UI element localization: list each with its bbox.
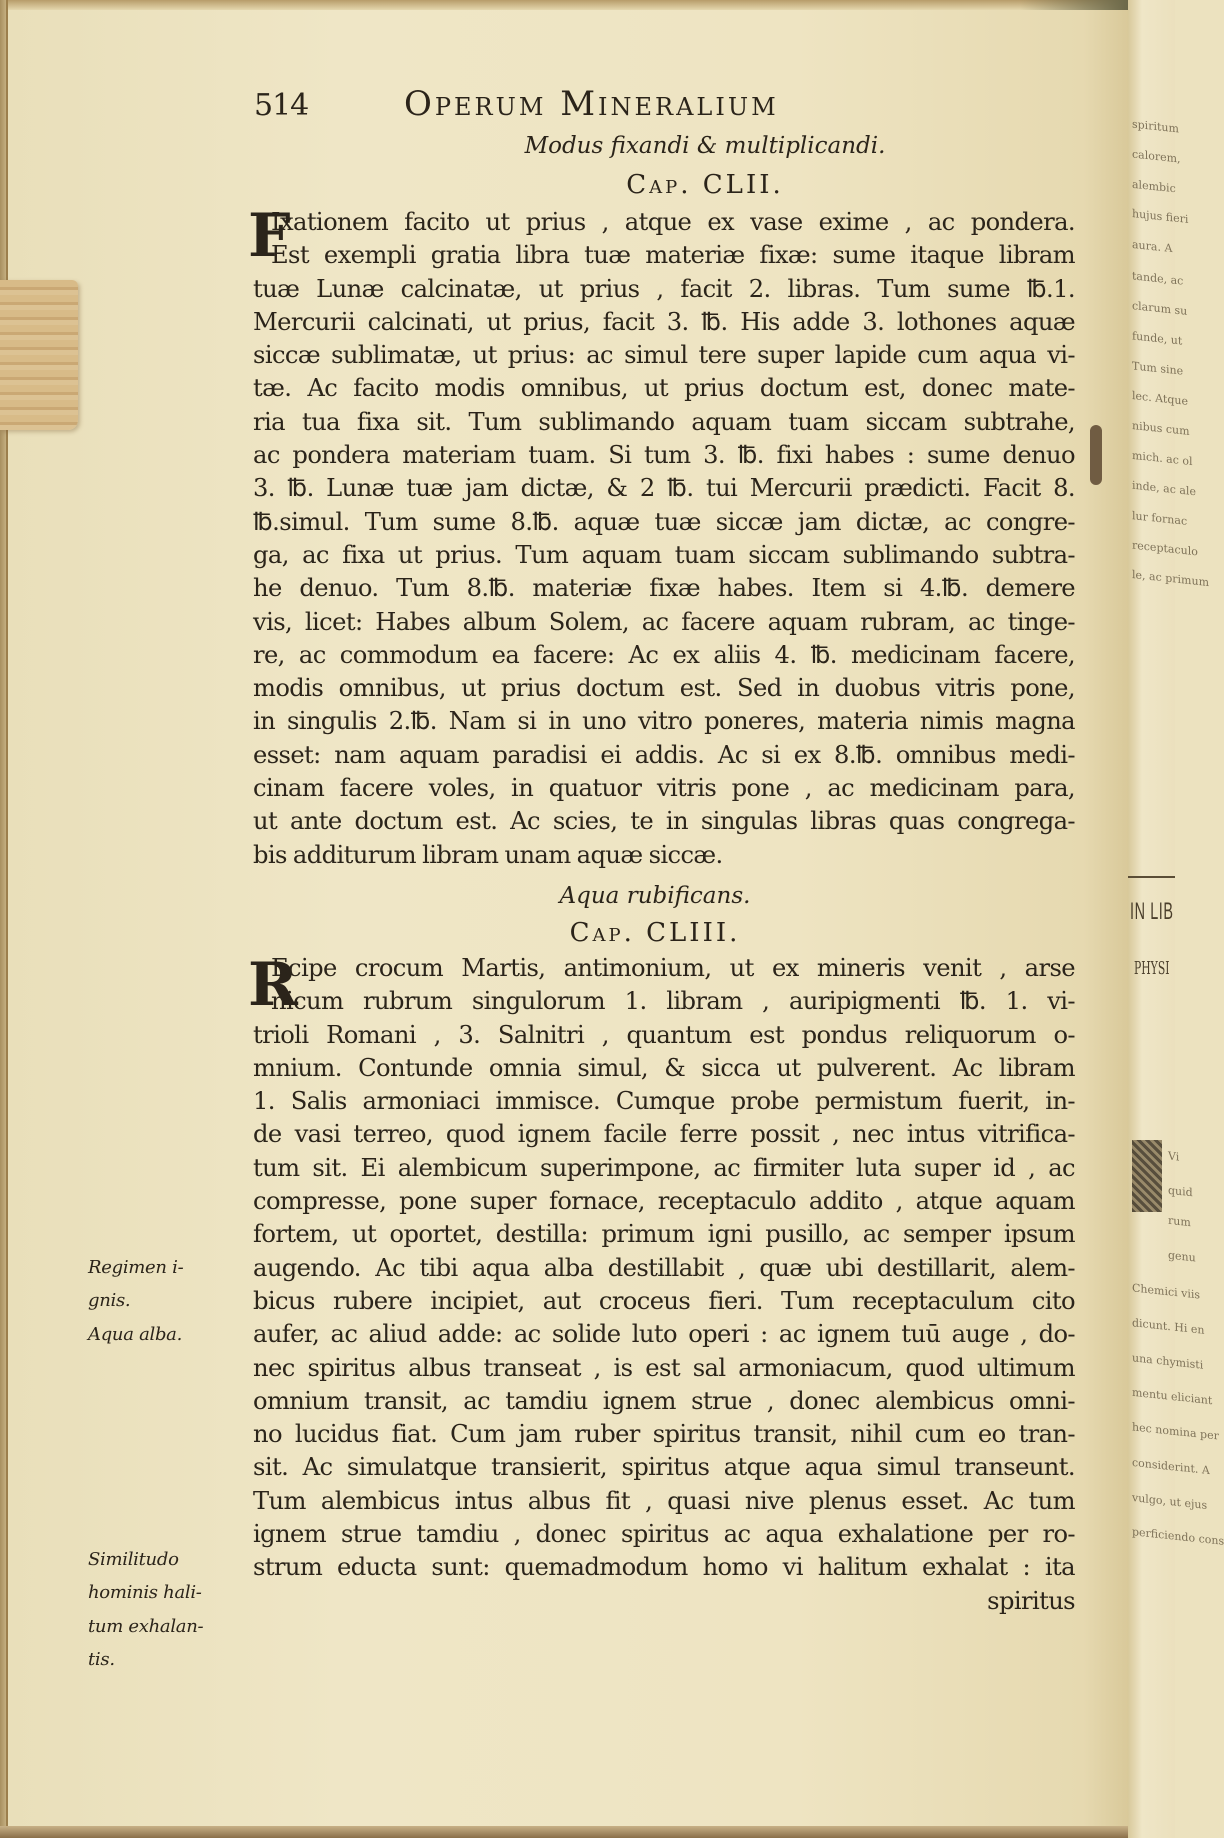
facing-page-text-fragment: rum xyxy=(1168,1213,1191,1230)
page-bottom-edge xyxy=(0,1826,1175,1838)
text-line: vis, licet: Habes album Solem, ac facere aquam rubram, ac tinge- xyxy=(253,607,1075,636)
text-line: modis omnibus, ut prius doctum est. Sed in duobus vitris pone, xyxy=(253,674,1075,703)
chapter-body xyxy=(253,952,1075,1618)
facing-page-text-fragment: Tum sine xyxy=(1132,359,1184,378)
text-line: de vasi terreo, quod ignem facile ferre possit , nec intus vitrifica- xyxy=(253,1120,1075,1149)
facing-page-text-fragment: nibus cum xyxy=(1132,418,1190,439)
text-line: Ixationem facito ut prius , atque ex vase exime , ac pondera. xyxy=(271,208,1075,236)
text-line: Tum alembicus intus albus fit , quasi nive plenus esset. Ac tum xyxy=(253,1486,1075,1515)
running-head xyxy=(254,78,1054,128)
facing-page-text-fragment: considerint. A xyxy=(1132,1455,1210,1478)
margin-note xyxy=(88,1251,238,1351)
facing-page-text-fragment: lec. Atque xyxy=(1132,389,1188,408)
text-line: bicus rubere incipiet, aut croceus fieri. Tum receptaculum cito xyxy=(253,1286,1075,1315)
facing-page-text-fragment: dicunt. Hi en xyxy=(1132,1316,1205,1337)
catchword: spiritus xyxy=(987,1586,1075,1615)
facing-page-text-fragment: genu xyxy=(1168,1248,1196,1265)
facing-page-text-fragment: mich. ac ol xyxy=(1132,448,1193,469)
margin-note-line: Regimen i- xyxy=(88,1257,184,1278)
margin-note-line: gnis. xyxy=(88,1290,131,1312)
page-number: 514 xyxy=(254,88,309,123)
margin-note xyxy=(88,1543,238,1676)
text-line: ℔.simul. Tum sume 8.℔. aquæ tuæ siccæ jam dictæ, ac congre- xyxy=(253,507,1075,536)
margin-note-line: Aqua alba. xyxy=(88,1323,183,1345)
paper-tab-slip xyxy=(0,280,78,430)
text-line: tum sit. Ei alembicum superimpone, ac firmiter luta super id , ac xyxy=(253,1153,1075,1182)
text-line: Ecipe crocum Martis, antimonium, ut ex mineris venit , arse xyxy=(271,954,1075,982)
facing-page-text-fragment: vulgo, ut ejus xyxy=(1132,1491,1208,1512)
margin-note-line: tum exhalan- xyxy=(88,1615,204,1637)
facing-page-text-fragment: calorem, xyxy=(1132,147,1181,166)
text-line: he denuo. Tum 8.℔. materiæ fixæ habes. Item si 4.℔. demere xyxy=(253,574,1075,603)
text-line: strum educta sunt: quemadmodum homo vi halitum exhalat : ita xyxy=(253,1553,1075,1582)
facing-page-text-fragment: spiritum xyxy=(1132,117,1179,136)
ink-stain xyxy=(1090,425,1102,485)
chapter-heading: Cap. CLIII. xyxy=(569,918,741,948)
facing-page-text-fragment: le, ac primum xyxy=(1132,567,1209,590)
text-line: siccæ sublimatæ, ut prius: ac simul tere super lapide cum aqua vi- xyxy=(253,341,1075,370)
text-line: re, ac commodum ea facere: Ac ex aliis 4. ℔. medicinam facere, xyxy=(253,640,1075,669)
drop-cap: F xyxy=(248,201,291,271)
chapter-body xyxy=(253,206,1075,872)
text-line: ut ante doctum est. Ac scies, te in singulas libras quas congrega- xyxy=(253,807,1075,836)
chapter-subtitle: Modus fixandi & multiplicandi. xyxy=(524,133,886,159)
text-line: ac pondera materiam tuam. Si tum 3. ℔. fixi habes : sume denuo xyxy=(253,441,1075,470)
facing-page-text-fragment: Vi xyxy=(1168,1149,1180,1164)
facing-page-text-fragment: inde, ac ale xyxy=(1132,478,1196,499)
facing-page-text-fragment: clarum su xyxy=(1132,299,1188,318)
facing-page-text-fragment: hec nomina per xyxy=(1132,1420,1219,1443)
text-line: Mercurii calcinati, ut prius, facit 3. ℔. His adde 3. lothones aquæ xyxy=(253,307,1075,336)
text-line: in singulis 2.℔. Nam si in uno vitro poneres, materia nimis magna xyxy=(253,707,1075,736)
text-line: tuæ Lunæ calcinatæ, ut prius , facit 2. libras. Tum sume ℔.1. xyxy=(253,274,1075,303)
text-line: no lucidus fiat. Cum jam ruber spiritus transit, nihil cum eo tran- xyxy=(253,1420,1075,1449)
facing-page-heading: IN LIB xyxy=(1130,898,1174,925)
facing-page-text-fragment: perficiendo cons xyxy=(1132,1525,1224,1548)
page-top-edge xyxy=(0,0,1175,10)
text-line: aufer, ac aliud adde: ac solide luto operi : ac ignem tuū auge , do- xyxy=(253,1320,1075,1349)
margin-note-line: Similitudo xyxy=(88,1549,179,1570)
facing-page-text-fragment: tande, ac xyxy=(1132,269,1184,288)
facing-page-text-fragment: funde, ut xyxy=(1132,329,1183,348)
facing-page-text-fragment: una chymisti xyxy=(1132,1351,1204,1372)
text-line: ria tua fixa sit. Tum sublimando aquam tuam siccam subtrahe, xyxy=(253,407,1075,436)
chapter-heading: Cap. CLII. xyxy=(626,170,784,200)
facing-page-text-fragment: receptaculo xyxy=(1132,538,1198,559)
facing-page-text-fragment: Chemici viis xyxy=(1132,1281,1201,1302)
facing-page-text-fragment: lur fornac xyxy=(1132,509,1188,528)
text-line: Est exempli gratia libra tuæ materiæ fixæ: sume itaque libram xyxy=(271,241,1075,270)
text-line: trioli Romani , 3. Salnitri , quantum est pondus reliquorum o- xyxy=(253,1020,1075,1049)
text-line: ignem strue tamdiu , donec spiritus ac aqua exhalatione per ro- xyxy=(253,1520,1075,1549)
text-line: ga, ac fixa ut prius. Tum aquam tuam siccam sublimando subtra- xyxy=(253,540,1075,569)
facing-page-subheading: PHYSI xyxy=(1134,958,1170,979)
text-line: tæ. Ac facito modis omnibus, ut prius doctum est, donec mate- xyxy=(253,374,1075,403)
text-line: mnium. Contunde omnia simul, & sicca ut pulverent. Ac libram xyxy=(253,1053,1075,1082)
margin-note-line: hominis hali- xyxy=(88,1582,202,1604)
text-line: augendo. Ac tibi aqua alba destillabit , quæ ubi destillarit, alem- xyxy=(253,1253,1075,1282)
gutter-rule xyxy=(6,0,8,1838)
drop-cap: R xyxy=(248,950,298,1020)
text-line: nicum rubrum singulorum 1. libram , auripigmenti ℔. 1. vi- xyxy=(271,987,1075,1016)
facing-page-text-fragment: mentu eliciant xyxy=(1132,1385,1213,1408)
facing-page-text-fragment: aura. A xyxy=(1132,237,1173,256)
text-line: compresse, pone super fornace, receptaculo addito , atque aquam xyxy=(253,1187,1075,1216)
facing-page-text-fragment: alembic xyxy=(1132,177,1176,196)
chapter-subtitle: Aqua rubificans. xyxy=(559,883,751,909)
text-line: fortem, ut oportet, destilla: primum igni pusillo, ac semper ipsum xyxy=(253,1220,1075,1249)
ornamental-initial-icon xyxy=(1132,1140,1162,1212)
facing-page-edge xyxy=(1128,0,1224,1838)
text-line: nec spiritus albus transeat , is est sal armoniacum, quod ultimum xyxy=(253,1353,1075,1382)
facing-page-text-fragment: quid xyxy=(1168,1183,1193,1200)
text-line: cinam facere voles, in quatuor vitris pone , ac medicinam para, xyxy=(253,774,1075,803)
text-line: esset: nam aquam paradisi ei addis. Ac si ex 8.℔. omnibus medi- xyxy=(253,740,1075,769)
text-line: sit. Ac simulatque transierit, spiritus atque aqua simul transeunt. xyxy=(253,1453,1075,1482)
text-line: 3. ℔. Lunæ tuæ jam dictæ, & 2 ℔. tui Mercurii prædicti. Facit 8. xyxy=(253,474,1075,503)
text-line: omnium transit, ac tamdiu ignem strue , donec alembicus omni- xyxy=(253,1386,1075,1415)
text-line: 1. Salis armoniaci immisce. Cumque probe permistum fuerit, in- xyxy=(253,1087,1075,1116)
margin-note-line: tis. xyxy=(88,1648,115,1670)
book-title: Operum Mineralium xyxy=(404,84,779,124)
facing-page-text-fragment: hujus fieri xyxy=(1132,207,1189,226)
facing-page-rule xyxy=(1128,876,1175,878)
text-line: bis additurum libram unam aquæ siccæ. xyxy=(253,840,723,869)
